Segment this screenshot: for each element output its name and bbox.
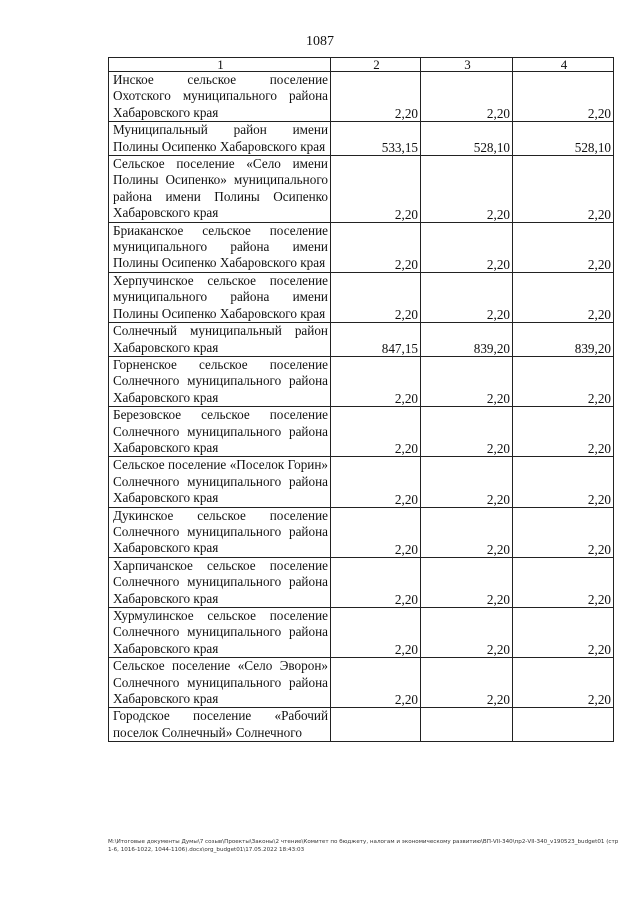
value-col4-cell: 2,20 <box>513 658 614 708</box>
value-col3-cell: 2,20 <box>421 507 513 557</box>
table-row <box>109 122 614 156</box>
value-col4-cell: 2,20 <box>513 407 614 457</box>
value-col3-cell: 839,20 <box>421 323 513 357</box>
value-col3-cell: 2,20 <box>421 156 513 223</box>
table-row <box>109 457 614 507</box>
column-header: 4 <box>513 58 614 72</box>
table-row <box>109 272 614 322</box>
table-row <box>109 507 614 557</box>
municipality-name-cell: Бриаканское сельское поселение муниципального района имени Полины Осипенко Хабаровского края <box>109 222 331 272</box>
table-row <box>109 323 614 357</box>
value-col2-cell: 2,20 <box>331 356 421 406</box>
value-col4-cell: 2,20 <box>513 272 614 322</box>
column-header: 1 <box>109 58 331 72</box>
value-col4-cell: 2,20 <box>513 356 614 406</box>
value-col4-cell: 2,20 <box>513 608 614 658</box>
value-col2-cell: 2,20 <box>331 272 421 322</box>
value-col4-cell: 2,20 <box>513 557 614 607</box>
budget-table <box>108 57 614 742</box>
value-col4-cell: 528,10 <box>513 122 614 156</box>
value-col3-cell: 2,20 <box>421 457 513 507</box>
table-row <box>109 156 614 223</box>
value-col4-cell <box>513 708 614 742</box>
value-col3-cell <box>421 708 513 742</box>
value-col4-cell: 2,20 <box>513 507 614 557</box>
page-number: 1087 <box>306 34 334 49</box>
table-row <box>109 708 614 742</box>
value-col4-cell: 2,20 <box>513 72 614 122</box>
value-col3-cell: 2,20 <box>421 608 513 658</box>
value-col4-cell: 2,20 <box>513 222 614 272</box>
municipality-name-cell: Муниципальный район имени Полины Осипенко Хабаровского края <box>109 122 331 156</box>
table-header-row <box>109 58 614 72</box>
municipality-name-cell: Дукинское сельское поселение Солнечного муниципального района Хабаровского края <box>109 507 331 557</box>
value-col2-cell: 2,20 <box>331 557 421 607</box>
value-col2-cell: 847,15 <box>331 323 421 357</box>
value-col3-cell: 528,10 <box>421 122 513 156</box>
municipality-name-cell: Горненское сельское поселение Солнечного муниципального района Хабаровского края <box>109 356 331 406</box>
municipality-name-cell: Березовское сельское поселение Солнечного муниципального района Хабаровского края <box>109 407 331 457</box>
value-col2-cell: 2,20 <box>331 457 421 507</box>
value-col3-cell: 2,20 <box>421 272 513 322</box>
value-col2-cell: 2,20 <box>331 407 421 457</box>
value-col4-cell: 2,20 <box>513 457 614 507</box>
municipality-name-cell: Сельское поселение «Село имени Полины Осипенко» муниципального района имени Полины Осипенко Хабаровского края <box>109 156 331 223</box>
value-col3-cell: 2,20 <box>421 407 513 457</box>
value-col2-cell: 2,20 <box>331 658 421 708</box>
value-col3-cell: 2,20 <box>421 72 513 122</box>
column-header: 2 <box>331 58 421 72</box>
value-col3-cell: 2,20 <box>421 222 513 272</box>
value-col2-cell: 2,20 <box>331 507 421 557</box>
value-col3-cell: 2,20 <box>421 658 513 708</box>
value-col3-cell: 2,20 <box>421 557 513 607</box>
municipality-name-cell: Инское сельское поселение Охотского муниципального района Хабаровского края <box>109 72 331 122</box>
value-col4-cell: 2,20 <box>513 156 614 223</box>
table-row <box>109 356 614 406</box>
municipality-name-cell: Сельское поселение «Село Эворон» Солнечного муниципального района Хабаровского края <box>109 658 331 708</box>
table-row <box>109 658 614 708</box>
table-body <box>109 58 614 742</box>
table-row <box>109 608 614 658</box>
table-row <box>109 72 614 122</box>
municipality-name-cell: Сельское поселение «Поселок Горин» Солнечного муниципального района Хабаровского края <box>109 457 331 507</box>
table-row <box>109 557 614 607</box>
municipality-name-cell: Харпичанское сельское поселение Солнечного муниципального района Хабаровского края <box>109 557 331 607</box>
municipality-name-cell: Городское поселение «Рабочий поселок Солнечный» Солнечного <box>109 708 331 742</box>
municipality-name-cell: Солнечный муниципальный район Хабаровского края <box>109 323 331 357</box>
municipality-name-cell: Херпучинское сельское поселение муниципального района имени Полины Осипенко Хабаровского края <box>109 272 331 322</box>
value-col2-cell: 2,20 <box>331 156 421 223</box>
table-row <box>109 407 614 457</box>
value-col2-cell: 533,15 <box>331 122 421 156</box>
value-col2-cell: 2,20 <box>331 72 421 122</box>
table-row <box>109 222 614 272</box>
column-header: 3 <box>421 58 513 72</box>
value-col2-cell: 2,20 <box>331 608 421 658</box>
value-col2-cell <box>331 708 421 742</box>
municipality-name-cell: Хурмулинское сельское поселение Солнечного муниципального района Хабаровского края <box>109 608 331 658</box>
value-col3-cell: 2,20 <box>421 356 513 406</box>
value-col2-cell: 2,20 <box>331 222 421 272</box>
document-path-footer: M:\Итоговые документы Думы\7 созыв\Проекты\Законы\2 чтение\Комитет по бюджету, налогам и экономическому развитию\ВП-VII-340\пр2-VII-340_v190523_budget01 (стр1-6, 1016-1022, 1044-1106).docx\org_budget01\17.05.2022 18:43:03 <box>108 839 619 853</box>
value-col4-cell: 839,20 <box>513 323 614 357</box>
